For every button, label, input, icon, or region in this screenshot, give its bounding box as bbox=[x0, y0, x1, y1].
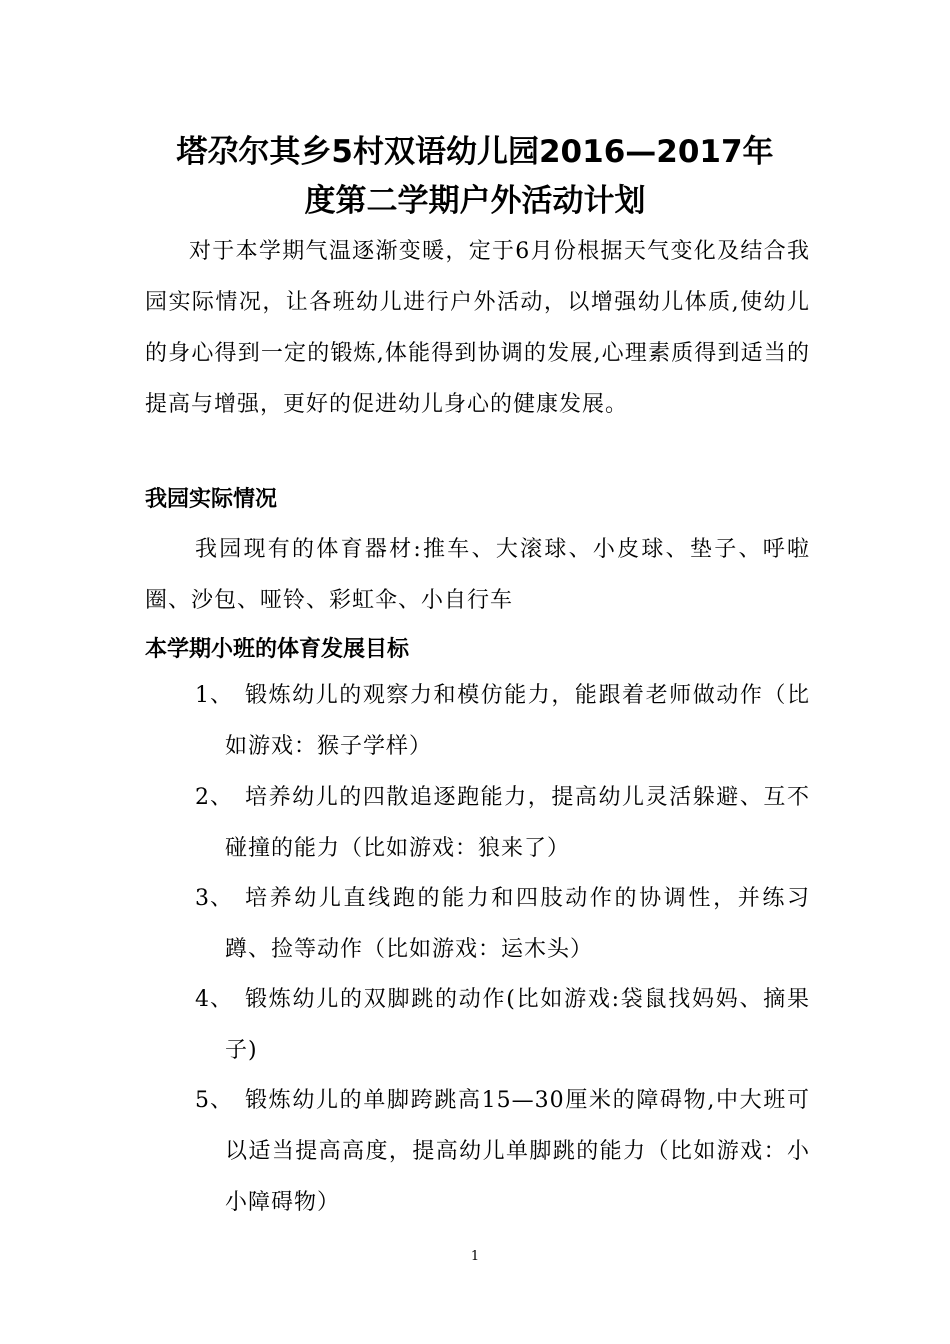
goal-text: 培养幼儿的四散追逐跑能力，提高幼儿灵活躲避、互不碰撞的能力（比如游戏：狼来了） bbox=[225, 785, 810, 861]
page-number: 1 bbox=[470, 1249, 480, 1264]
goal-number: 2、 bbox=[195, 785, 233, 810]
section-heading-actual-situation: 我园实际情况 bbox=[145, 487, 278, 512]
goal-list-item bbox=[195, 873, 810, 975]
goal-text: 锻炼幼儿的观察力和模仿能力，能跟着老师做动作（比如游戏：猴子学样） bbox=[225, 683, 810, 759]
section-heading-goals: 本学期小班的体育发展目标 bbox=[145, 637, 410, 662]
goal-text: 锻炼幼儿的单脚跨跳高15—30厘米的障碍物,中大班可以适当提高高度，提高幼儿单脚跳的能力（比如游戏：小小障碍物） bbox=[225, 1088, 810, 1215]
goal-list-item bbox=[195, 1075, 810, 1228]
goal-list-item bbox=[195, 670, 810, 772]
intro-paragraph: 对于本学期气温逐渐变暖，定于6月份根据天气变化及结合我园实际情况，让各班幼儿进行户外活动，以增强幼儿体质,使幼儿的身心得到一定的锻炼,体能得到协调的发展,心理素质得到适当的提高与增强，更好的促进幼儿身心的健康发展。 bbox=[145, 239, 810, 417]
goal-list-item bbox=[195, 974, 810, 1076]
goal-number: 5、 bbox=[195, 1088, 233, 1113]
document-title-line-1: 塔尕尔其乡5村双语幼儿园2016—2017年 bbox=[176, 134, 774, 170]
goal-number: 4、 bbox=[195, 987, 233, 1012]
goal-number: 1、 bbox=[195, 683, 233, 708]
goal-text: 培养幼儿直线跑的能力和四肢动作的协调性，并练习蹲、捡等动作（比如游戏：运木头） bbox=[225, 886, 810, 962]
goal-number: 3、 bbox=[195, 886, 233, 911]
equipment-paragraph: 我园现有的体育器材:推车、大滚球、小皮球、垫子、呼啦圈、沙包、哑铃、彩虹伞、小自行车 bbox=[145, 537, 810, 613]
document-title-line-2: 度第二学期户外活动计划 bbox=[304, 183, 646, 219]
goal-list-item bbox=[195, 772, 810, 874]
goal-text: 锻炼幼儿的双脚跳的动作(比如游戏:袋鼠找妈妈、摘果子) bbox=[225, 987, 810, 1063]
